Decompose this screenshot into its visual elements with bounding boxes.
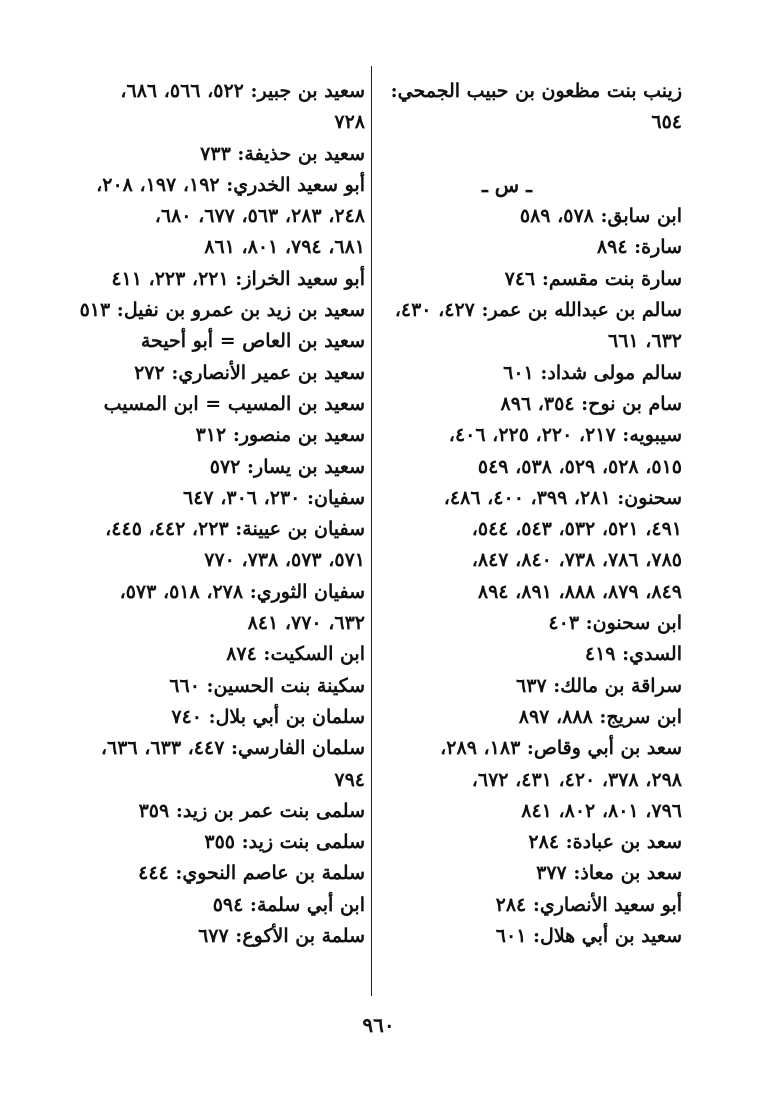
- index-line: ٦٥٤: [651, 111, 682, 134]
- index-line: سعيد بن أبي هلال: ٦٠١: [495, 925, 682, 948]
- page-number: ٩٦٠: [362, 1013, 395, 1037]
- index-line: سام بن نوح: ٣٥٤، ٨٩٦: [500, 392, 682, 415]
- index-line: سلمان بن أبي بلال: ٧٤٠: [171, 705, 365, 728]
- index-line: سعد بن أبي وقاص: ١٨٣، ٢٨٩،: [440, 737, 682, 760]
- index-line: زينب بنت مظعون بن حبيب الجمحي:: [390, 80, 682, 102]
- index-line: ابن السكيت: ٨٧٤: [226, 643, 365, 666]
- right-index-column: [382, 76, 682, 952]
- index-line: ٨٤٩، ٨٧٩، ٨٨٨، ٨٩١، ٨٩٤: [477, 580, 682, 603]
- index-line: سفيان الثوري: ٢٧٨، ٥١٨، ٥٧٣،: [119, 580, 365, 603]
- index-line: ٧٩٦، ٨٠١، ٨٠٢، ٨٤١: [521, 799, 682, 822]
- index-line: سفيان: ٢٣٠، ٣٠٦، ٦٤٧: [182, 486, 365, 509]
- index-line: ٧٢٨: [334, 111, 365, 134]
- index-line: سلمة بن الأكوع: ٦٧٧: [198, 925, 365, 948]
- index-line: ابن أبي سلمة: ٥٩٤: [212, 893, 365, 916]
- index-line: سعيد بن جبير: ٥٢٢، ٥٦٦، ٦٨٦،: [120, 80, 365, 102]
- index-line: ٦٣٢، ٦٦١: [608, 330, 682, 353]
- index-line: ابن سابق: ٥٧٨، ٥٨٩: [519, 205, 682, 228]
- column-divider: [371, 66, 372, 996]
- index-line: ٤٩١، ٥٢١، ٥٣٢، ٥٤٣، ٥٤٤،: [471, 518, 682, 541]
- index-line: ٥١٥، ٥٢٨، ٥٢٩، ٥٣٨، ٥٤٩: [477, 455, 682, 478]
- index-line: أبو سعيد الخراز: ٢٢١، ٢٢٣، ٤١١: [111, 267, 365, 290]
- index-line: سعيد بن يسار: ٥٧٢: [209, 455, 365, 478]
- index-line: سعيد بن حذيفة: ٧٣٣: [200, 142, 365, 165]
- index-line: ابن سحنون: ٤٠٣: [548, 612, 682, 635]
- index-line: سعد بن معاذ: ٣٧٧: [536, 862, 682, 885]
- index-line: سلمة بن عاصم النحوي: ٤٤٤: [138, 862, 365, 885]
- index-line: سفيان بن عيينة: ٢٢٣، ٤٤٢، ٤٤٥،: [105, 518, 365, 541]
- index-line: سارة بنت مقسم: ٧٤٦: [504, 267, 682, 290]
- index-line: سعيد بن زيد بن عمرو بن نفيل: ٥١٣: [79, 299, 365, 322]
- index-line: ٦٨١، ٧٩٤، ٨٠١، ٨٦١: [204, 236, 365, 259]
- index-line: سراقة بن مالك: ٦٣٧: [516, 674, 682, 697]
- index-line: ٧٨٥، ٧٨٦، ٧٣٨، ٨٤٠، ٨٤٧،: [471, 549, 682, 572]
- left-index-column: [62, 76, 365, 952]
- letter-heading: ـ س ـ: [481, 172, 532, 197]
- index-line: سعيد بن منصور: ٣١٢: [195, 424, 365, 447]
- index-line: ٧٩٤: [334, 768, 365, 791]
- index-line: سلمان الفارسي: ٤٤٧، ٦٣٣، ٦٣٦،: [100, 737, 365, 760]
- index-line: سلمى بنت زيد: ٣٥٥: [204, 831, 365, 854]
- index-line: سحنون: ٢٨١، ٣٩٩، ٤٠٠، ٤٨٦،: [443, 486, 682, 509]
- index-line: سالم مولى شداد: ٦٠١: [503, 361, 682, 384]
- index-line: سعيد بن عمير الأنصاري: ٢٧٢: [134, 361, 365, 384]
- blank-line: [382, 139, 682, 170]
- index-line: أبو سعيد الخدري: ١٩٢، ١٩٧، ٢٠٨،: [96, 173, 365, 196]
- index-line: سكينة بنت الحسين: ٦٦٠: [169, 674, 365, 697]
- index-line: ابن سريج: ٨٨٨، ٨٩٧: [518, 705, 682, 728]
- index-line: ٦٣٢، ٧٧٠، ٨٤١: [247, 612, 365, 635]
- index-line: سعيد بن المسيب = ابن المسيب: [103, 392, 365, 415]
- index-line: ٥٧١، ٥٧٣، ٧٣٨، ٧٧٠: [204, 549, 365, 572]
- index-line: سعد بن عبادة: ٢٨٤: [528, 831, 682, 854]
- index-line: سارة: ٨٩٤: [596, 236, 682, 259]
- index-line: ٢٩٨، ٣٧٨، ٤٢٠، ٤٣١، ٦٧٢،: [471, 768, 682, 791]
- index-line: سعيد بن العاص = أبو أحيحة: [140, 330, 365, 353]
- index-line: السدي: ٤١٩: [584, 643, 682, 666]
- index-line: سيبويه: ٢١٧، ٢٢٠، ٢٢٥، ٤٠٦،: [448, 424, 682, 447]
- index-line: ٢٤٨، ٢٨٣، ٥٦٣، ٦٧٧، ٦٨٠،: [154, 205, 365, 228]
- index-line: سلمى بنت عمر بن زيد: ٣٥٩: [138, 799, 365, 822]
- index-line: أبو سعيد الأنصاري: ٢٨٤: [495, 893, 682, 916]
- index-line: سالم بن عبدالله بن عمر: ٤٢٧، ٤٣٠،: [394, 299, 682, 322]
